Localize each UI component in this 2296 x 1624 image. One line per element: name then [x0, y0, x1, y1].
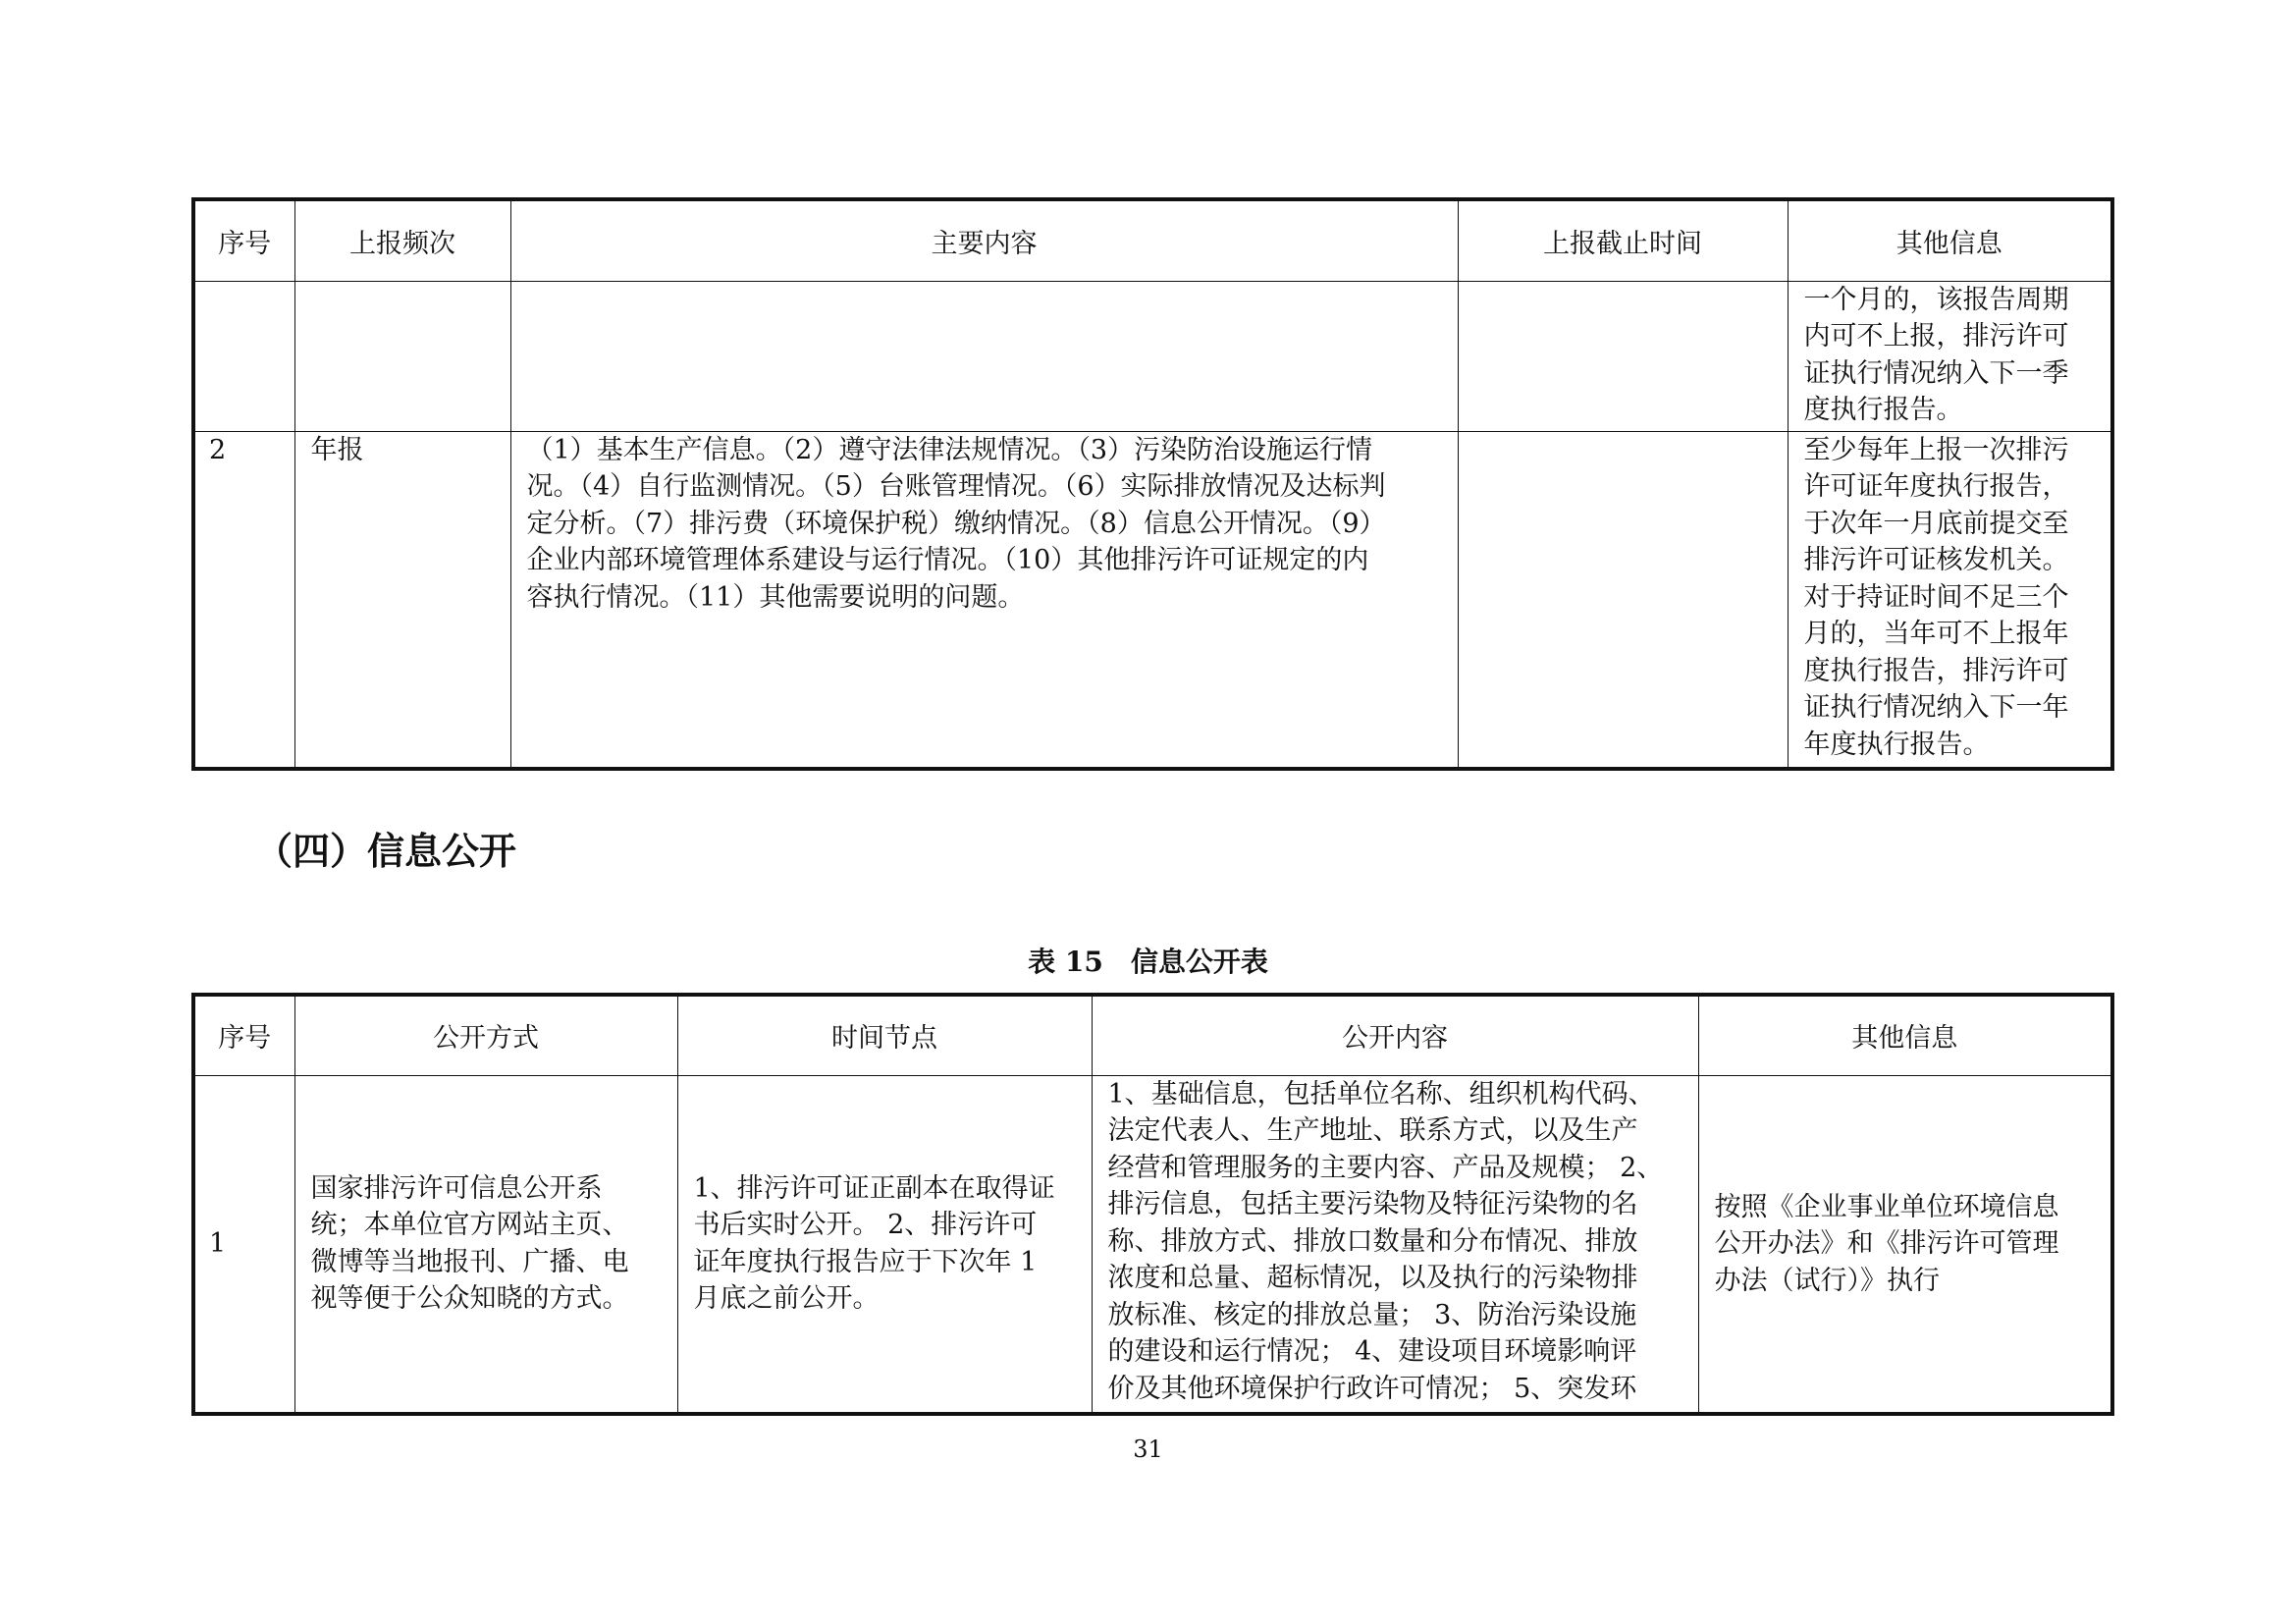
table-header-row — [193, 995, 2112, 1075]
header-deadline: 上报截止时间 — [1458, 199, 1788, 281]
row-seq — [193, 281, 294, 431]
table-caption: 表 15 信息公开表 — [1028, 946, 1268, 978]
table-header-row — [193, 199, 2112, 281]
row-content: （1）基本生产信息。（2）遵守法律法规情况。（3）污染防治设施运行情 况。（4）自行监测情况。（5）台账管理情况。（6）实际排放情况及达标判 定分析。（7）排污费（环境保护税）缴纳情况。（8）信息公开情况。（9） 企业内部环境管理体系建设与运行情况。（10）其他排污许可证规定的内 容执行情况。（11）其他需要说明的问题。 — [510, 431, 1458, 769]
row-method: 国家排污许可信息公开系 统；本单位官方网站主页、 微博等当地报刊、广播、电 视等便于公众知晓的方式。 — [294, 1075, 677, 1414]
row-other: 按照《企业事业单位环境信息 公开办法》和《排污许可管理 办法（试行）》执行 — [1698, 1075, 2112, 1414]
row-seq: 2 — [193, 431, 294, 769]
row-content — [510, 281, 1458, 431]
header-timing: 时间节点 — [677, 995, 1092, 1075]
page-number: 31 — [1133, 1435, 1163, 1463]
header-content: 公开内容 — [1092, 995, 1698, 1075]
row-deadline — [1458, 281, 1788, 431]
header-other: 其他信息 — [1788, 199, 2112, 281]
table-row — [193, 431, 2112, 769]
table-row — [193, 1075, 2112, 1414]
header-other: 其他信息 — [1698, 995, 2112, 1075]
header-method: 公开方式 — [294, 995, 677, 1075]
section-heading: （四）信息公开 — [255, 830, 517, 873]
row-content: 1、基础信息，包括单位名称、组织机构代码、 法定代表人、生产地址、联系方式，以及生产 经营和管理服务的主要内容、产品及规模； 2、 排污信息，包括主要污染物及特征污染物的名 称、排放方式、排放口数量和分布情况、排放 浓度和总量、超标情况，以及执行的污染物排 放标准、核定的排放总量； 3、防治污染设施 的建设和运行情况； 4、建设项目环境影响评 价及其他环境保护行政许可情况； 5、突发环 — [1092, 1075, 1698, 1414]
header-content: 主要内容 — [510, 199, 1458, 281]
disclosure-table — [191, 993, 2114, 1416]
row-other: 一个月的，该报告周期 内可不上报，排污许可 证执行情况纳入下一季 度执行报告。 — [1788, 281, 2112, 431]
row-timing: 1、排污许可证正副本在取得证 书后实时公开。 2、排污许可 证年度执行报告应于下次年 1 月底之前公开。 — [677, 1075, 1092, 1414]
row-deadline — [1458, 431, 1788, 769]
header-seq: 序号 — [193, 995, 294, 1075]
header-frequency: 上报频次 — [294, 199, 510, 281]
row-frequency — [294, 281, 510, 431]
reporting-table — [191, 197, 2114, 771]
row-seq: 1 — [193, 1075, 294, 1414]
row-frequency: 年报 — [294, 431, 510, 769]
header-seq: 序号 — [193, 199, 294, 281]
row-other: 至少每年上报一次排污 许可证年度执行报告， 于次年一月底前提交至 排污许可证核发机关。 对于持证时间不足三个 月的，当年可不上报年 度执行报告，排污许可 证执行情况纳入下一年 年度执行报告。 — [1788, 431, 2112, 769]
table-row — [193, 281, 2112, 431]
